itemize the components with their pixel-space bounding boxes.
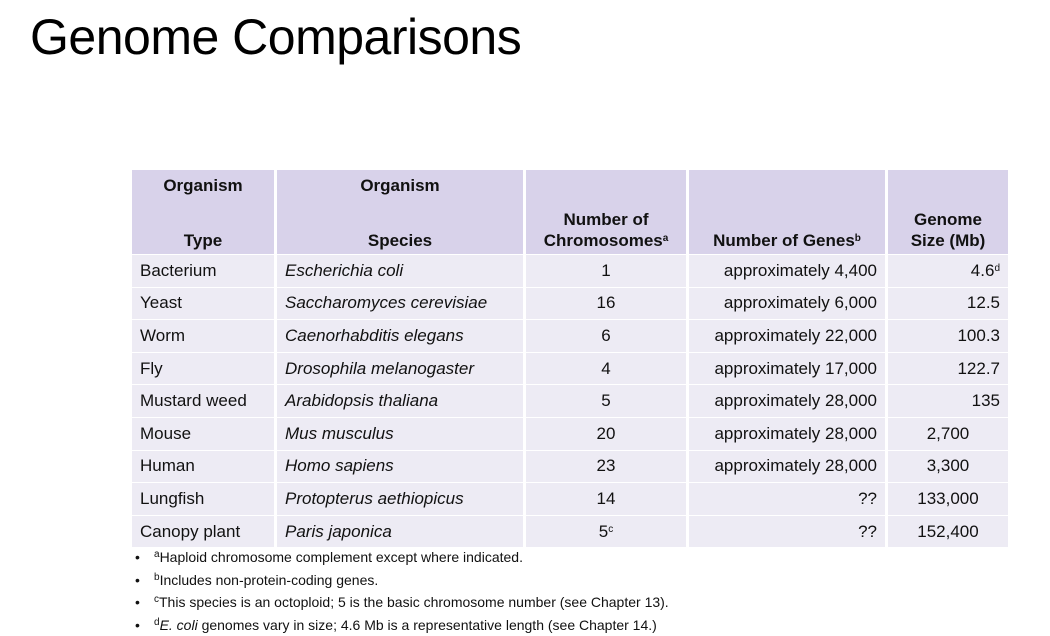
table-row — [132, 254, 1008, 287]
footnote-marker: c — [608, 524, 613, 535]
footnote-item — [132, 614, 669, 636]
cell-organism-type: Human — [132, 450, 274, 483]
cell-species: Saccharomyces cerevisiae — [277, 287, 523, 320]
header-chromosomes-line1: Number of — [564, 210, 649, 229]
cell-genes: approximately 22,000 — [689, 319, 885, 352]
footnote-text: This species is an octoploid; 5 is the basic chromosome number (see Chapter 13). — [159, 594, 669, 610]
cell-genome-size — [888, 384, 1008, 417]
cell-species: Paris japonica — [277, 515, 523, 548]
cell-chromosomes — [526, 352, 686, 385]
chromosome-count: 16 — [597, 293, 616, 312]
header-chromosomes — [526, 200, 686, 254]
chromosome-count: 5 — [601, 391, 610, 410]
table-row — [132, 482, 1008, 515]
cell-species: Protopterus aethiopicus — [277, 482, 523, 515]
genome-size-value: 12.5 — [967, 293, 1000, 312]
cell-organism-type: Mouse — [132, 417, 274, 450]
genome-size-value: 122.7 — [957, 359, 1000, 378]
cell-organism-type: Yeast — [132, 287, 274, 320]
header-genome-size — [888, 200, 1008, 254]
chromosome-count: 6 — [601, 326, 610, 345]
footnote-marker: c — [154, 594, 159, 605]
header-row-2 — [132, 200, 1008, 254]
footnote-text: Includes non-protein-coding genes. — [160, 572, 379, 588]
footnote-italic-text: E. coli — [160, 617, 198, 633]
cell-chromosomes — [526, 384, 686, 417]
cell-species: Homo sapiens — [277, 450, 523, 483]
cell-genome-size — [888, 417, 1008, 450]
cell-genome-size — [888, 352, 1008, 385]
header-type: Type — [132, 200, 274, 254]
table-row — [132, 417, 1008, 450]
cell-species: Arabidopsis thaliana — [277, 384, 523, 417]
cell-genome-size — [888, 254, 1008, 287]
cell-species: Escherichia coli — [277, 254, 523, 287]
cell-organism-type: Lungfish — [132, 482, 274, 515]
cell-genes: approximately 28,000 — [689, 417, 885, 450]
chromosome-count: 1 — [601, 261, 610, 280]
header-organism-2: Organism — [277, 170, 523, 200]
footnote-marker: a — [663, 233, 669, 244]
footnote-marker: a — [154, 549, 160, 560]
chromosome-count: 5 — [599, 522, 608, 541]
header-organism-1: Organism — [132, 170, 274, 200]
cell-chromosomes — [526, 515, 686, 548]
table-row — [132, 384, 1008, 417]
genome-size-value: 2,700 — [927, 424, 970, 443]
chromosome-count: 14 — [597, 489, 616, 508]
chromosome-count: 20 — [597, 424, 616, 443]
header-size-line2: Size (Mb) — [911, 231, 986, 250]
genome-comparison-table — [129, 170, 1011, 547]
table-row — [132, 450, 1008, 483]
footnote-item — [132, 569, 669, 592]
table-row — [132, 352, 1008, 385]
genome-size-value: 135 — [972, 391, 1000, 410]
cell-chromosomes — [526, 287, 686, 320]
genome-size-value: 3,300 — [927, 456, 970, 475]
cell-genes: approximately 6,000 — [689, 287, 885, 320]
header-blank-3 — [888, 170, 1008, 200]
cell-chromosomes — [526, 254, 686, 287]
footnote-marker: d — [994, 263, 1000, 274]
header-blank-2 — [689, 170, 885, 200]
header-genes-label: Number of Genes — [713, 231, 855, 250]
footnote-marker: d — [154, 617, 160, 628]
footnote-text: Haploid chromosome complement except where indicated. — [160, 549, 523, 565]
table-row — [132, 319, 1008, 352]
footnote-item — [132, 546, 669, 569]
footnote-text: genomes vary in size; 4.6 Mb is a representative length (see Chapter 14.) — [198, 617, 657, 633]
cell-chromosomes — [526, 482, 686, 515]
header-species: Species — [277, 200, 523, 254]
cell-chromosomes — [526, 450, 686, 483]
cell-genome-size — [888, 515, 1008, 548]
cell-genes: approximately 28,000 — [689, 384, 885, 417]
header-genes — [689, 200, 885, 254]
header-row-1 — [132, 170, 1008, 200]
page-title: Genome Comparisons — [30, 8, 521, 66]
cell-organism-type: Mustard weed — [132, 384, 274, 417]
cell-chromosomes — [526, 319, 686, 352]
genome-size-value: 133,000 — [917, 489, 978, 508]
table-body — [132, 254, 1008, 547]
cell-genome-size — [888, 287, 1008, 320]
cell-species: Drosophila melanogaster — [277, 352, 523, 385]
footnote-marker: b — [855, 233, 861, 244]
header-blank-1 — [526, 170, 686, 200]
table-row — [132, 287, 1008, 320]
footnotes-list — [132, 546, 669, 636]
chromosome-count: 4 — [601, 359, 610, 378]
cell-species: Caenorhabditis elegans — [277, 319, 523, 352]
cell-genes: ?? — [689, 482, 885, 515]
cell-chromosomes — [526, 417, 686, 450]
cell-organism-type: Bacterium — [132, 254, 274, 287]
cell-genome-size — [888, 482, 1008, 515]
genome-size-value: 152,400 — [917, 522, 978, 541]
header-size-line1: Genome — [914, 210, 982, 229]
cell-organism-type: Fly — [132, 352, 274, 385]
cell-genes: approximately 4,400 — [689, 254, 885, 287]
cell-organism-type: Canopy plant — [132, 515, 274, 548]
genome-size-value: 4.6 — [971, 261, 995, 280]
cell-genes: approximately 17,000 — [689, 352, 885, 385]
footnote-item — [132, 591, 669, 614]
chromosome-count: 23 — [597, 456, 616, 475]
table-row — [132, 515, 1008, 548]
cell-species: Mus musculus — [277, 417, 523, 450]
cell-genome-size — [888, 319, 1008, 352]
cell-genome-size — [888, 450, 1008, 483]
cell-organism-type: Worm — [132, 319, 274, 352]
footnote-marker: b — [154, 572, 160, 583]
cell-genes: approximately 28,000 — [689, 450, 885, 483]
genome-size-value: 100.3 — [957, 326, 1000, 345]
header-chromosomes-line2: Chromosomes — [544, 231, 663, 250]
cell-genes: ?? — [689, 515, 885, 548]
